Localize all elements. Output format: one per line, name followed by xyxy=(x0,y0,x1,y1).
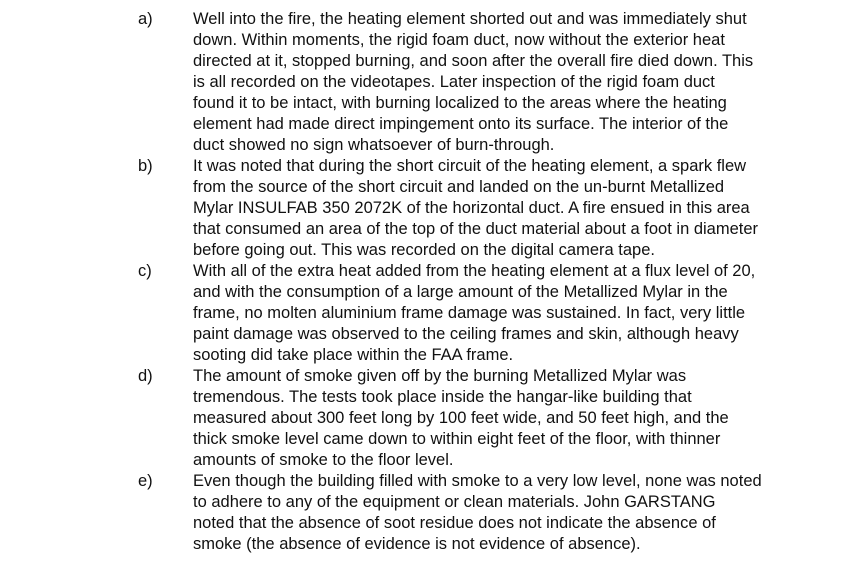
item-label: c) xyxy=(138,262,152,280)
text-line: to adhere to any of the equipment or clean materials. John GARSTANG xyxy=(193,493,716,511)
item-label: b) xyxy=(138,157,153,175)
text-line: directed at it, stopped burning, and soon after the overall fire died down. This xyxy=(193,52,754,70)
text-line: Mylar INSULFAB 350 2072K of the horizontal duct. A fire ensued in this area xyxy=(193,199,750,217)
text-line: Well into the fire, the heating element shorted out and was immediately shut xyxy=(193,10,747,28)
text-line: found it to be intact, with burning localized to the areas where the heating xyxy=(193,94,727,112)
text-line: noted that the absence of soot residue does not indicate the absence of xyxy=(193,514,716,532)
item-label: d) xyxy=(138,367,153,385)
item-text xyxy=(193,366,833,471)
text-line: With all of the extra heat added from the heating element at a flux level of 20, xyxy=(193,262,756,280)
text-line: that consumed an area of the top of the duct material about a foot in diameter xyxy=(193,220,759,238)
text-line: sooting did take place within the FAA frame. xyxy=(193,346,514,364)
text-line: before going out. This was recorded on the digital camera tape. xyxy=(193,241,655,259)
text-line: The amount of smoke given off by the burning Metallized Mylar was xyxy=(193,367,687,385)
item-label: a) xyxy=(138,10,153,28)
text-line: element had made direct impingement onto its surface. The interior of the xyxy=(193,115,729,133)
text-line: and with the consumption of a large amount of the Metallized Mylar in the xyxy=(193,283,728,301)
item-text xyxy=(193,156,833,261)
text-line: Even though the building filled with smoke to a very low level, none was noted xyxy=(193,472,762,490)
text-line: smoke (the absence of evidence is not evidence of absence). xyxy=(193,535,641,553)
item-text xyxy=(193,261,833,366)
item-text xyxy=(193,471,833,555)
text-line: It was noted that during the short circuit of the heating element, a spark flew xyxy=(193,157,747,175)
text-line: down. Within moments, the rigid foam duct, now without the exterior heat xyxy=(193,31,725,49)
text-line: paint damage was observed to the ceiling frames and skin, although heavy xyxy=(193,325,739,343)
item-text xyxy=(193,9,833,156)
text-line: tremendous. The tests took place inside the hangar-like building that xyxy=(193,388,692,406)
item-label: e) xyxy=(138,472,153,490)
text-line: amounts of smoke to the floor level. xyxy=(193,451,454,469)
text-line: thick smoke level came down to within eight feet of the floor, with thinner xyxy=(193,430,721,448)
text-line: duct showed no sign whatsoever of burn-through. xyxy=(193,136,555,154)
text-line: measured about 300 feet long by 100 feet wide, and 50 feet high, and the xyxy=(193,409,729,427)
text-line: frame, no molten aluminium frame damage was sustained. In fact, very little xyxy=(193,304,746,322)
text-line: is all recorded on the videotapes. Later inspection of the rigid foam duct xyxy=(193,73,715,91)
text-line: from the source of the short circuit and landed on the un-burnt Metallized xyxy=(193,178,725,196)
